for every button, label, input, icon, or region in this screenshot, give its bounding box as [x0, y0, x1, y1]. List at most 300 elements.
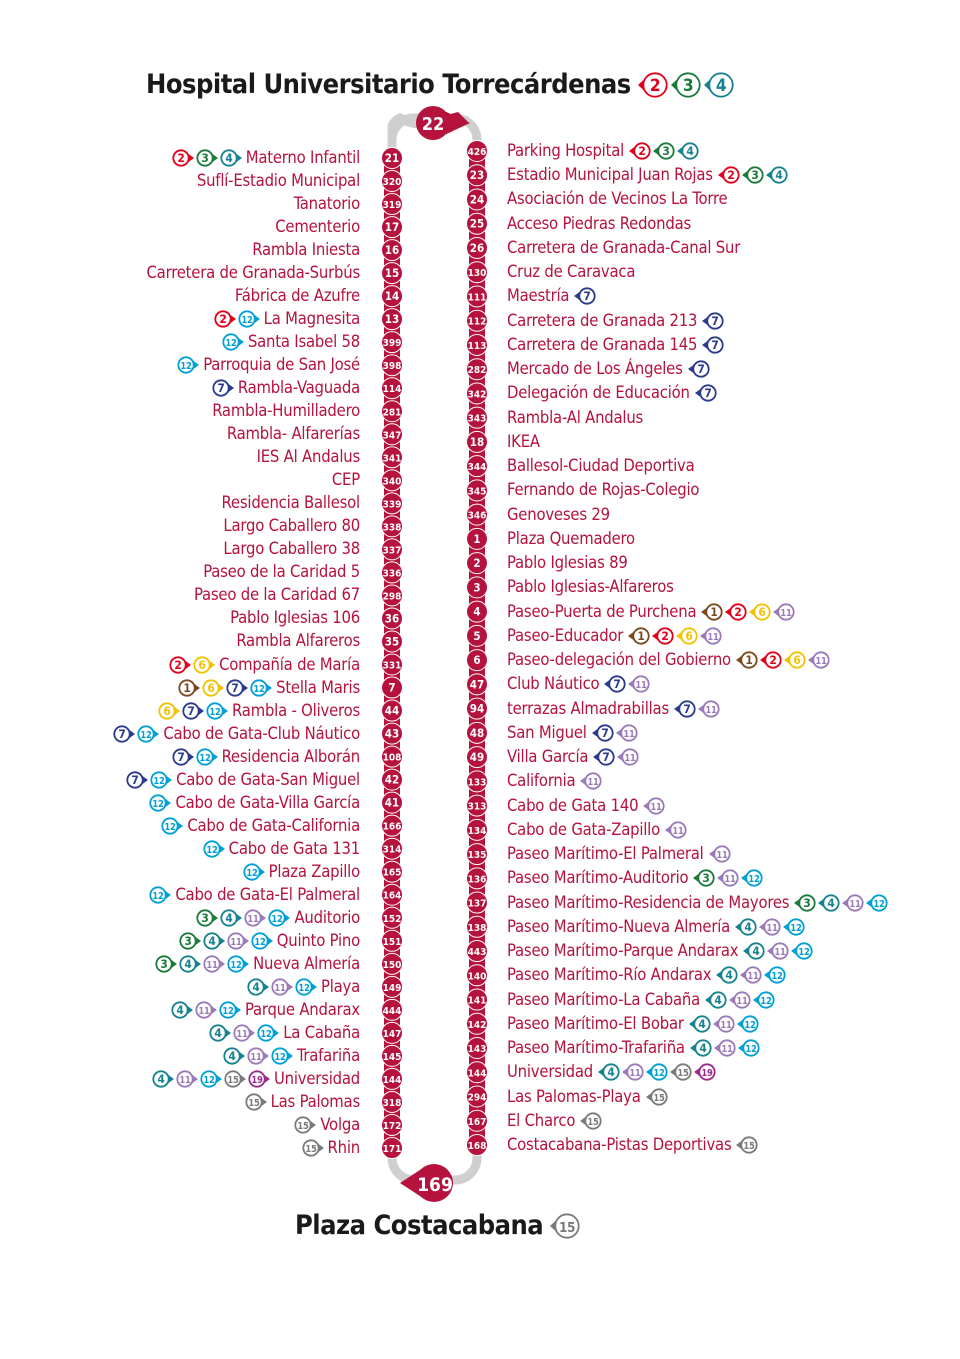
stop-node-right[interactable] — [467, 165, 488, 186]
stop-node-left[interactable] — [382, 562, 403, 583]
stop-node-left[interactable] — [382, 309, 403, 330]
svg-text:4: 4 — [725, 968, 733, 983]
stop-node-left[interactable] — [382, 631, 403, 652]
line-3-icon — [741, 166, 764, 184]
stop-row[interactable] — [126, 769, 360, 791]
stop-row[interactable] — [329, 469, 360, 491]
stop-node-left[interactable] — [382, 447, 403, 468]
terminus-bottom-name: Plaza Costacabana — [295, 1210, 544, 1241]
stop-row[interactable] — [507, 164, 788, 186]
stop-row[interactable] — [507, 504, 614, 526]
stop-code: 172 — [382, 1120, 402, 1132]
stop-row[interactable] — [507, 673, 650, 695]
stop-row[interactable] — [507, 867, 763, 889]
svg-text:12: 12 — [206, 844, 218, 856]
stop-row[interactable] — [507, 1061, 716, 1083]
stop-name: Rambla-Vaguada — [237, 378, 360, 398]
line-2-icon — [169, 656, 192, 674]
line-12-icon — [222, 333, 245, 351]
stop-node-left[interactable] — [382, 148, 403, 169]
stop-node-right[interactable] — [467, 577, 488, 598]
stop-name: CEP — [331, 470, 360, 490]
svg-text:12: 12 — [222, 1005, 234, 1017]
stop-code: 23 — [469, 168, 485, 183]
stop-row[interactable] — [507, 285, 596, 307]
stop-node-left[interactable] — [382, 539, 403, 560]
stop-node-left[interactable] — [382, 516, 403, 537]
stop-node-right[interactable] — [467, 504, 488, 525]
stop-code: 294 — [467, 1092, 487, 1104]
stop-node-left[interactable] — [382, 286, 403, 307]
stop-name: Playa — [320, 976, 360, 996]
stop-row[interactable] — [155, 953, 360, 975]
stop-name: Stella Maris — [276, 677, 360, 697]
line-11-icon — [697, 700, 720, 718]
stop-row[interactable] — [169, 654, 360, 676]
connecting-lines — [793, 894, 888, 912]
svg-text:7: 7 — [711, 313, 719, 328]
stop-code: 17 — [384, 220, 400, 235]
stop-node-right[interactable] — [467, 892, 488, 913]
stop-row[interactable] — [224, 423, 360, 445]
stop-code: 142 — [467, 1019, 487, 1031]
stop-node-right[interactable] — [467, 965, 488, 986]
svg-text:6: 6 — [758, 604, 766, 619]
stop-node-left[interactable] — [382, 792, 403, 813]
line-3-icon — [692, 869, 715, 887]
stop-name: terrazas Almadrabillas — [507, 698, 669, 718]
stop-node-left[interactable] — [382, 976, 403, 997]
stop-code: 7 — [388, 680, 396, 695]
stop-row[interactable] — [203, 838, 360, 860]
stop-node-left[interactable] — [382, 171, 403, 192]
svg-text:15: 15 — [652, 1092, 665, 1104]
stop-node-right[interactable] — [467, 989, 488, 1010]
stop-code: 16 — [384, 243, 400, 258]
stop-node-right[interactable] — [467, 819, 488, 840]
stop-node-right[interactable] — [467, 189, 488, 210]
stop-node-right[interactable] — [467, 286, 488, 307]
stop-row[interactable] — [507, 1013, 759, 1035]
stop-code: 5 — [473, 628, 481, 643]
stop-code: 15 — [384, 266, 400, 281]
stop-row[interactable] — [249, 239, 360, 261]
stop-row[interactable] — [507, 310, 724, 332]
stop-row[interactable] — [209, 400, 360, 422]
stop-row[interactable] — [272, 216, 360, 238]
stop-row[interactable] — [507, 964, 786, 986]
stop-code: 320 — [382, 177, 402, 189]
stop-name: Maestría — [507, 286, 570, 306]
stop-node-left[interactable] — [382, 838, 403, 859]
svg-text:2: 2 — [638, 144, 646, 159]
stop-row[interactable] — [507, 382, 717, 404]
stop-name: Paseo de la Caridad 67 — [193, 585, 360, 605]
stop-name: Paseo Marítimo-Auditorio — [507, 868, 689, 888]
svg-text:4: 4 — [214, 1026, 222, 1041]
line-11-icon — [841, 894, 864, 912]
stop-node-right[interactable] — [467, 1086, 488, 1107]
svg-text:11: 11 — [766, 922, 778, 934]
svg-text:2: 2 — [727, 168, 735, 183]
stop-node-left[interactable] — [382, 355, 403, 376]
line-4-icon — [209, 1024, 232, 1042]
stop-node-left[interactable] — [382, 263, 403, 284]
connecting-lines — [689, 1039, 760, 1057]
line-11-icon — [244, 909, 267, 927]
stop-node-left[interactable] — [382, 746, 403, 767]
stop-code: 21 — [384, 151, 400, 165]
stop-row[interactable] — [507, 237, 744, 259]
stop-node-right[interactable] — [467, 237, 488, 258]
line-4-icon — [703, 72, 734, 98]
stop-name: Paseo Marítimo-Parque Andarax — [507, 941, 739, 961]
stop-node-right[interactable] — [467, 650, 488, 671]
stop-node-left[interactable] — [382, 608, 403, 629]
stop-code: 313 — [467, 801, 487, 813]
stop-row[interactable] — [507, 528, 639, 550]
stop-row[interactable] — [200, 561, 360, 583]
line-3-icon — [155, 955, 178, 973]
stop-node-left[interactable] — [382, 470, 403, 491]
stop-node-right[interactable] — [467, 262, 488, 283]
stop-row[interactable] — [254, 446, 360, 468]
stop-row[interactable] — [507, 770, 602, 792]
stop-row[interactable] — [507, 407, 647, 429]
stop-node-right[interactable] — [467, 334, 488, 355]
stop-name: Cabo de Gata 131 — [228, 838, 360, 858]
stop-row[interactable] — [194, 170, 360, 192]
stop-name: Cabo de Gata 140 — [507, 795, 639, 815]
stop-row[interactable] — [158, 700, 360, 722]
line-11-icon — [699, 627, 722, 645]
stop-code: 136 — [467, 874, 487, 886]
stop-row[interactable] — [191, 584, 360, 606]
stop-node-right[interactable] — [467, 213, 488, 234]
stop-name: Parking Hospital — [507, 141, 625, 160]
stop-node-right[interactable] — [467, 1038, 488, 1059]
line-4-icon — [734, 918, 757, 936]
stop-node-right[interactable] — [467, 771, 488, 792]
stop-row[interactable] — [507, 552, 632, 574]
svg-text:15: 15 — [247, 1098, 260, 1110]
stop-node-left[interactable] — [382, 194, 403, 215]
stop-row[interactable] — [209, 1022, 360, 1044]
stop-row[interactable] — [113, 723, 360, 745]
stop-row[interactable] — [507, 1037, 760, 1059]
stop-node-right[interactable] — [467, 431, 488, 452]
stop-node-left[interactable] — [382, 1068, 403, 1089]
svg-text:3: 3 — [682, 75, 693, 96]
stop-row[interactable] — [219, 492, 360, 514]
line-7-icon — [226, 679, 249, 697]
stop-node-left[interactable] — [382, 401, 403, 422]
stop-row[interactable] — [149, 884, 360, 906]
line-15-icon — [245, 1093, 268, 1111]
line-11-icon — [247, 1047, 270, 1065]
stop-node-left[interactable] — [382, 723, 403, 744]
line-11-icon — [712, 1015, 735, 1033]
stop-node-left[interactable] — [382, 1045, 403, 1066]
stop-row[interactable] — [302, 1137, 360, 1159]
stop-node-right[interactable] — [467, 674, 488, 695]
stop-node-left[interactable] — [382, 953, 403, 974]
stop-code: 24 — [469, 192, 485, 207]
line-11-icon — [807, 651, 830, 669]
stop-row[interactable] — [507, 1110, 602, 1132]
stop-node-left[interactable] — [382, 1138, 403, 1159]
stop-row[interactable] — [152, 1068, 360, 1090]
line-1-icon — [178, 679, 201, 697]
stop-node-left[interactable] — [382, 585, 403, 606]
stop-code: 164 — [382, 890, 402, 902]
stop-row[interactable] — [294, 1114, 360, 1136]
stop-row[interactable] — [507, 940, 813, 962]
stop-row[interactable] — [223, 1045, 360, 1067]
stop-row[interactable] — [507, 188, 731, 210]
stop-row[interactable] — [507, 455, 699, 477]
stop-node-right[interactable] — [467, 456, 488, 477]
svg-text:3: 3 — [201, 910, 210, 925]
stop-row[interactable] — [220, 538, 360, 560]
stop-node-left[interactable] — [382, 493, 403, 514]
svg-text:7: 7 — [231, 680, 239, 695]
stop-row[interactable] — [507, 625, 722, 647]
stop-node-right[interactable] — [467, 698, 488, 719]
stop-name: Cementerio — [275, 217, 360, 237]
svg-text:7: 7 — [711, 338, 719, 353]
stop-name: El Charco — [507, 1110, 576, 1130]
svg-text:11: 11 — [715, 850, 728, 862]
stop-code: 152 — [382, 913, 402, 925]
stop-node-left[interactable] — [382, 378, 403, 399]
stop-node-right[interactable] — [467, 1062, 488, 1083]
stop-row[interactable] — [220, 515, 360, 537]
stop-name: Carretera de Granada-Surbús — [146, 263, 360, 283]
stop-node-right[interactable] — [467, 1135, 488, 1156]
stop-row[interactable] — [227, 607, 360, 629]
svg-text:12: 12 — [760, 995, 772, 1007]
stop-node-right[interactable] — [467, 747, 488, 768]
svg-text:6: 6 — [163, 703, 171, 718]
stop-row[interactable] — [214, 308, 360, 330]
stop-code: 444 — [382, 1005, 402, 1017]
stop-node-left[interactable] — [382, 907, 403, 928]
stop-node-right[interactable] — [467, 528, 488, 549]
svg-text:7: 7 — [217, 381, 225, 396]
stop-code: 426 — [467, 147, 487, 158]
stop-name: Paseo Marítimo-Residencia de Mayores — [507, 892, 790, 912]
stop-code: 6 — [473, 653, 481, 668]
stop-name: Club Náutico — [507, 674, 600, 694]
stop-node-left[interactable] — [382, 654, 403, 675]
stop-node-left[interactable] — [382, 332, 403, 353]
stop-row[interactable] — [247, 976, 360, 998]
stop-row[interactable] — [178, 677, 360, 699]
connecting-lines — [591, 724, 638, 742]
line-11-icon — [227, 932, 250, 950]
stop-name: Largo Caballero 38 — [223, 539, 360, 559]
stop-row[interactable] — [507, 819, 687, 841]
stop-row[interactable] — [233, 630, 360, 652]
stop-node-right[interactable] — [467, 625, 488, 646]
stop-code: 130 — [467, 268, 487, 280]
stop-node-right[interactable] — [467, 553, 488, 574]
line-12-icon — [137, 725, 160, 743]
stop-row[interactable] — [507, 213, 695, 235]
stop-code: 138 — [467, 922, 487, 934]
stop-node-right[interactable] — [467, 722, 488, 743]
stop-row[interactable] — [172, 147, 360, 169]
stop-row[interactable] — [507, 479, 703, 501]
stop-node-left[interactable] — [382, 677, 403, 698]
stop-node-right[interactable] — [467, 1110, 488, 1131]
svg-text:11: 11 — [774, 947, 786, 959]
stop-node-left[interactable] — [382, 815, 403, 836]
stop-row[interactable] — [245, 1091, 360, 1113]
stop-node-left[interactable] — [382, 999, 403, 1020]
line-12-icon — [200, 1070, 223, 1088]
line-15-icon — [579, 1112, 602, 1130]
stop-row[interactable] — [507, 795, 665, 817]
stop-node-right[interactable] — [467, 916, 488, 937]
connecting-lines — [673, 700, 720, 718]
line-12-icon — [790, 942, 813, 960]
stop-row[interactable] — [222, 331, 360, 353]
svg-text:11: 11 — [747, 971, 759, 983]
connecting-lines — [214, 310, 261, 328]
stop-node-right[interactable] — [467, 310, 488, 331]
stop-name: Compañía de María — [219, 654, 360, 674]
stop-node-right[interactable] — [467, 868, 488, 889]
stop-row[interactable] — [507, 916, 805, 938]
stop-row[interactable] — [507, 576, 678, 598]
stop-row[interactable] — [243, 861, 360, 883]
stop-node-right[interactable] — [467, 141, 488, 162]
svg-text:12: 12 — [152, 798, 165, 810]
stop-node-left[interactable] — [382, 884, 403, 905]
stop-code: 339 — [382, 499, 402, 511]
stop-row[interactable] — [507, 358, 710, 380]
svg-text:11: 11 — [206, 959, 218, 971]
connecting-lines — [701, 312, 724, 330]
line-12-icon — [752, 991, 775, 1009]
stop-node-right[interactable] — [467, 795, 488, 816]
stop-node-left[interactable] — [382, 424, 403, 445]
svg-text:7: 7 — [683, 701, 691, 716]
connecting-lines — [664, 821, 687, 839]
stop-row[interactable] — [507, 334, 724, 356]
stop-row[interactable] — [172, 746, 360, 768]
svg-text:7: 7 — [187, 703, 195, 718]
stop-code: 150 — [382, 959, 402, 971]
stop-row[interactable] — [507, 1086, 668, 1108]
stop-row[interactable] — [507, 892, 888, 914]
stop-row[interactable] — [507, 843, 731, 865]
stop-node-right[interactable] — [467, 383, 488, 404]
svg-text:11: 11 — [236, 1029, 248, 1041]
stop-row[interactable] — [507, 989, 775, 1011]
stop-node-left[interactable] — [382, 930, 403, 951]
stop-node-right[interactable] — [467, 480, 488, 501]
stop-code: 111 — [467, 292, 487, 304]
stop-node-left[interactable] — [382, 1022, 403, 1043]
stop-row[interactable] — [161, 815, 360, 837]
stop-code: 135 — [467, 850, 487, 862]
svg-text:4: 4 — [775, 168, 783, 183]
line-4-icon — [817, 894, 840, 912]
stop-node-left[interactable] — [382, 217, 403, 238]
line-6-icon — [202, 679, 225, 697]
stop-row[interactable] — [507, 722, 638, 744]
stop-node-left[interactable] — [382, 769, 403, 790]
stop-row[interactable] — [507, 601, 795, 623]
stop-name: Residencia Alborán — [221, 746, 360, 766]
stop-row[interactable] — [507, 431, 544, 453]
svg-text:11: 11 — [721, 1044, 733, 1056]
stop-row[interactable] — [232, 285, 360, 307]
stop-row[interactable] — [171, 999, 360, 1021]
stop-row[interactable] — [507, 698, 720, 720]
svg-text:12: 12 — [209, 706, 221, 718]
stop-row[interactable] — [177, 354, 360, 376]
stop-name: Pablo Iglesias 89 — [507, 553, 628, 573]
connecting-lines — [708, 845, 731, 863]
connecting-lines — [597, 1063, 716, 1081]
svg-text:11: 11 — [724, 874, 737, 886]
stop-code: 281 — [382, 407, 402, 419]
line-2-icon — [214, 310, 237, 328]
stop-row[interactable] — [144, 262, 360, 284]
stop-row[interactable] — [212, 377, 360, 399]
stop-node-right[interactable] — [467, 844, 488, 865]
stop-node-right[interactable] — [467, 941, 488, 962]
svg-text:11: 11 — [780, 607, 793, 619]
stop-code: 36 — [384, 611, 400, 626]
stop-node-right[interactable] — [467, 407, 488, 428]
stop-row[interactable] — [149, 792, 360, 814]
line-15-icon — [645, 1088, 668, 1106]
stop-node-left[interactable] — [382, 240, 403, 261]
stop-node-right[interactable] — [467, 359, 488, 380]
svg-text:12: 12 — [203, 1075, 215, 1087]
stop-node-right[interactable] — [467, 601, 488, 622]
stop-row[interactable] — [291, 193, 360, 215]
stop-row[interactable] — [507, 746, 639, 768]
stop-row[interactable] — [179, 930, 360, 952]
line-11-icon — [233, 1024, 256, 1042]
stop-code: 35 — [384, 634, 400, 649]
stop-node-right[interactable] — [467, 1013, 488, 1034]
stop-name: Las Palomas — [270, 1091, 360, 1111]
line-11-icon — [664, 821, 687, 839]
stop-node-left[interactable] — [382, 1091, 403, 1112]
svg-text:12: 12 — [153, 775, 165, 787]
stop-row[interactable] — [507, 1134, 758, 1156]
line-12-icon — [206, 702, 229, 720]
line-4-icon — [171, 1001, 194, 1019]
svg-text:4: 4 — [176, 1002, 184, 1017]
line-7-icon — [701, 312, 724, 330]
stop-row[interactable] — [196, 907, 360, 929]
stop-row[interactable] — [507, 649, 830, 671]
stop-node-left[interactable] — [382, 861, 403, 882]
stop-row[interactable] — [507, 261, 639, 283]
stop-node-left[interactable] — [382, 700, 403, 721]
stop-node-left[interactable] — [382, 1114, 403, 1135]
stop-row[interactable] — [507, 140, 699, 162]
connecting-lines — [701, 336, 724, 354]
